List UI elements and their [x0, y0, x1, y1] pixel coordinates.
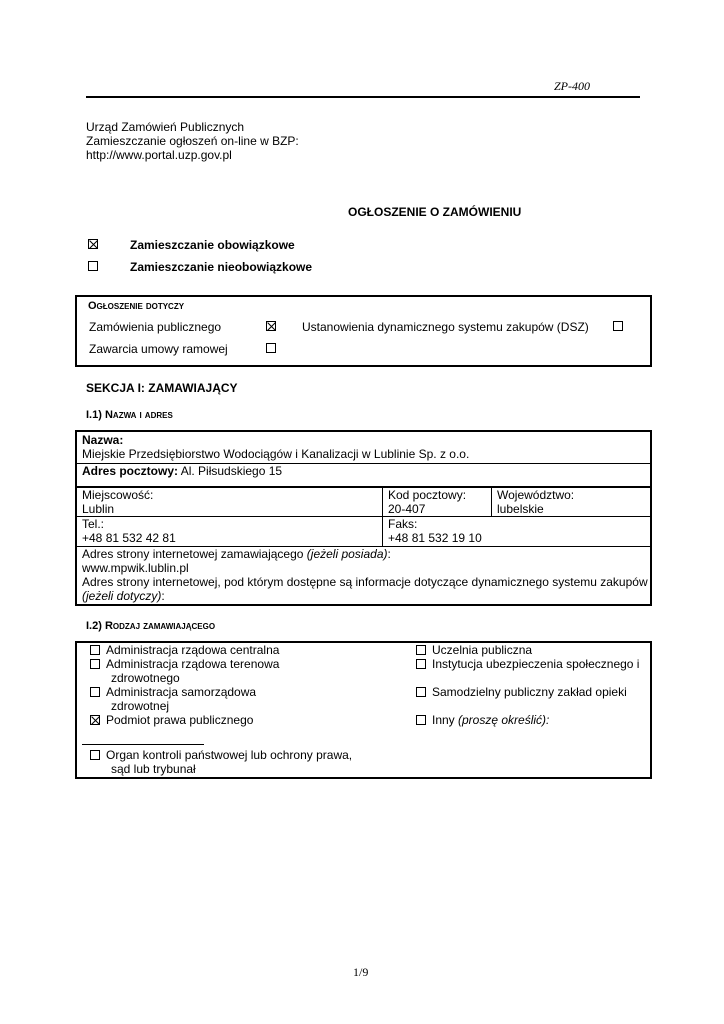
city-label: Miejscowość: — [82, 488, 154, 502]
fax-value: +48 81 532 19 10 — [388, 531, 482, 545]
dps-www-end: : — [161, 589, 165, 603]
www-label: Adres strony internetowej zamawiającego — [82, 547, 307, 561]
optional-label: Zamieszczanie nieobowiązkowe — [130, 260, 313, 274]
address-line — [82, 464, 282, 478]
control-organ-label: Organ kontroli państwowej lub ochrony prawa, — [106, 748, 353, 762]
subsection-1-1 — [86, 409, 173, 421]
fax-cell — [388, 517, 482, 545]
local-gov-checkbox[interactable] — [90, 687, 100, 697]
social-insurance-checkbox[interactable] — [416, 659, 426, 669]
control-organ-label-2: sąd lub trybunał — [111, 762, 196, 776]
city-cell — [82, 488, 153, 516]
www-block — [82, 547, 648, 603]
intro-line-2: Zamieszczanie ogłoszeń on-line w BZP: — [86, 134, 299, 148]
gov-terrain-checkbox[interactable] — [90, 659, 100, 669]
name-label: Nazwa: — [82, 433, 124, 447]
fax-label: Faks: — [388, 517, 418, 531]
tel-label: Tel.: — [82, 517, 105, 531]
city-value: Lublin — [82, 502, 115, 516]
intro-line-1: Urząd Zamówień Publicznych — [86, 120, 245, 134]
www-label-italic: (jeżeli posiada) — [306, 547, 388, 561]
dps-checkbox[interactable] — [613, 321, 623, 331]
section-1-title: SEKCJA I: ZAMAWIAJĄCY — [86, 381, 238, 395]
gov-central-label: Administracja rządowa centralna — [106, 643, 280, 657]
province-label: Województwo: — [497, 488, 575, 502]
university-label: Uczelnia publiczna — [432, 643, 533, 657]
control-organ-checkbox[interactable] — [90, 750, 100, 760]
separator-line — [82, 744, 204, 745]
mandatory-label: Zamieszczanie obowiązkowe — [130, 238, 295, 252]
other-label-prefix: Inny — [432, 713, 459, 727]
address-label: Adres pocztowy: — [82, 464, 179, 478]
social-insurance-label: Instytucja ubezpieczenia społecznego i — [432, 657, 640, 671]
gov-central-checkbox[interactable] — [90, 645, 100, 655]
dps-www-label: Adres strony internetowej, pod którym dostępne są informacje dotyczące dynamicznego systemu zakupów — [82, 575, 648, 589]
other-checkbox[interactable] — [416, 715, 426, 725]
col-divider-1 — [382, 488, 383, 546]
healthcare-checkbox[interactable] — [416, 687, 426, 697]
optional-checkbox[interactable] — [88, 261, 98, 271]
gov-terrain-label-2: zdrowotnego — [111, 671, 180, 685]
province-value: lubelskie — [497, 502, 544, 516]
other-label — [432, 713, 549, 727]
dps-www-italic: (jeżeli dotyczy) — [82, 589, 162, 603]
address-value: Al. Piłsudskiego 15 — [180, 464, 283, 478]
tel-value: +48 81 532 42 81 — [82, 531, 176, 545]
tel-cell — [82, 517, 176, 545]
subsection-1-1-number: I.1) — [86, 409, 102, 421]
subsection-1-2-number: I.2) — [86, 620, 102, 632]
gov-terrain-label: Administracja rządowa terenowa — [106, 657, 280, 671]
postcode-value: 20-407 — [388, 502, 426, 516]
postcode-cell — [388, 488, 466, 516]
public-contract-checkbox[interactable] — [266, 321, 276, 331]
framework-checkbox[interactable] — [266, 343, 276, 353]
document-code: ZP-400 — [554, 79, 590, 93]
framework-label: Zawarcia umowy ramowej — [89, 342, 228, 356]
intro-block — [86, 120, 299, 162]
subsection-1-2-title: Rodzaj zamawiającego — [104, 620, 216, 632]
dps-www-label-line-2 — [82, 589, 648, 603]
dps-label: Ustanowienia dynamicznego systemu zakupów (DSZ) — [302, 320, 589, 334]
www-label-line — [82, 547, 648, 561]
name-block — [82, 433, 469, 461]
name-value: Miejskie Przedsiębiorstwo Wodociągów i Kanalizacji w Lublinie Sp. z o.o. — [82, 447, 470, 461]
col-divider-2 — [491, 488, 492, 516]
public-law-checkbox[interactable] — [90, 715, 100, 725]
university-checkbox[interactable] — [416, 645, 426, 655]
notice-concerns-heading: Ogłoszenie dotyczy — [88, 300, 185, 312]
page-number: 1/9 — [353, 965, 369, 979]
province-cell — [497, 488, 574, 516]
www-label-end: : — [387, 547, 391, 561]
local-gov-label: Administracja samorządowa — [106, 685, 257, 699]
page-title: OGŁOSZENIE O ZAMÓWIENIU — [348, 205, 522, 219]
postcode-label: Kod pocztowy: — [388, 488, 467, 502]
subsection-1-2 — [86, 620, 215, 632]
public-contract-label: Zamówienia publicznego — [89, 320, 222, 334]
subsection-1-1-title: Nazwa i adres — [104, 409, 173, 421]
public-law-label: Podmiot prawa publicznego — [106, 713, 254, 727]
mandatory-checkbox[interactable] — [88, 239, 98, 249]
healthcare-label: Samodzielny publiczny zakład opieki — [432, 685, 627, 699]
other-label-italic: (proszę określić): — [458, 713, 550, 727]
intro-line-3: http://www.portal.uzp.gov.pl — [86, 148, 232, 162]
local-gov-label-2: zdrowotnej — [111, 699, 170, 713]
header-rule — [86, 96, 640, 98]
www-value[interactable]: www.mpwik.lublin.pl — [82, 561, 189, 575]
